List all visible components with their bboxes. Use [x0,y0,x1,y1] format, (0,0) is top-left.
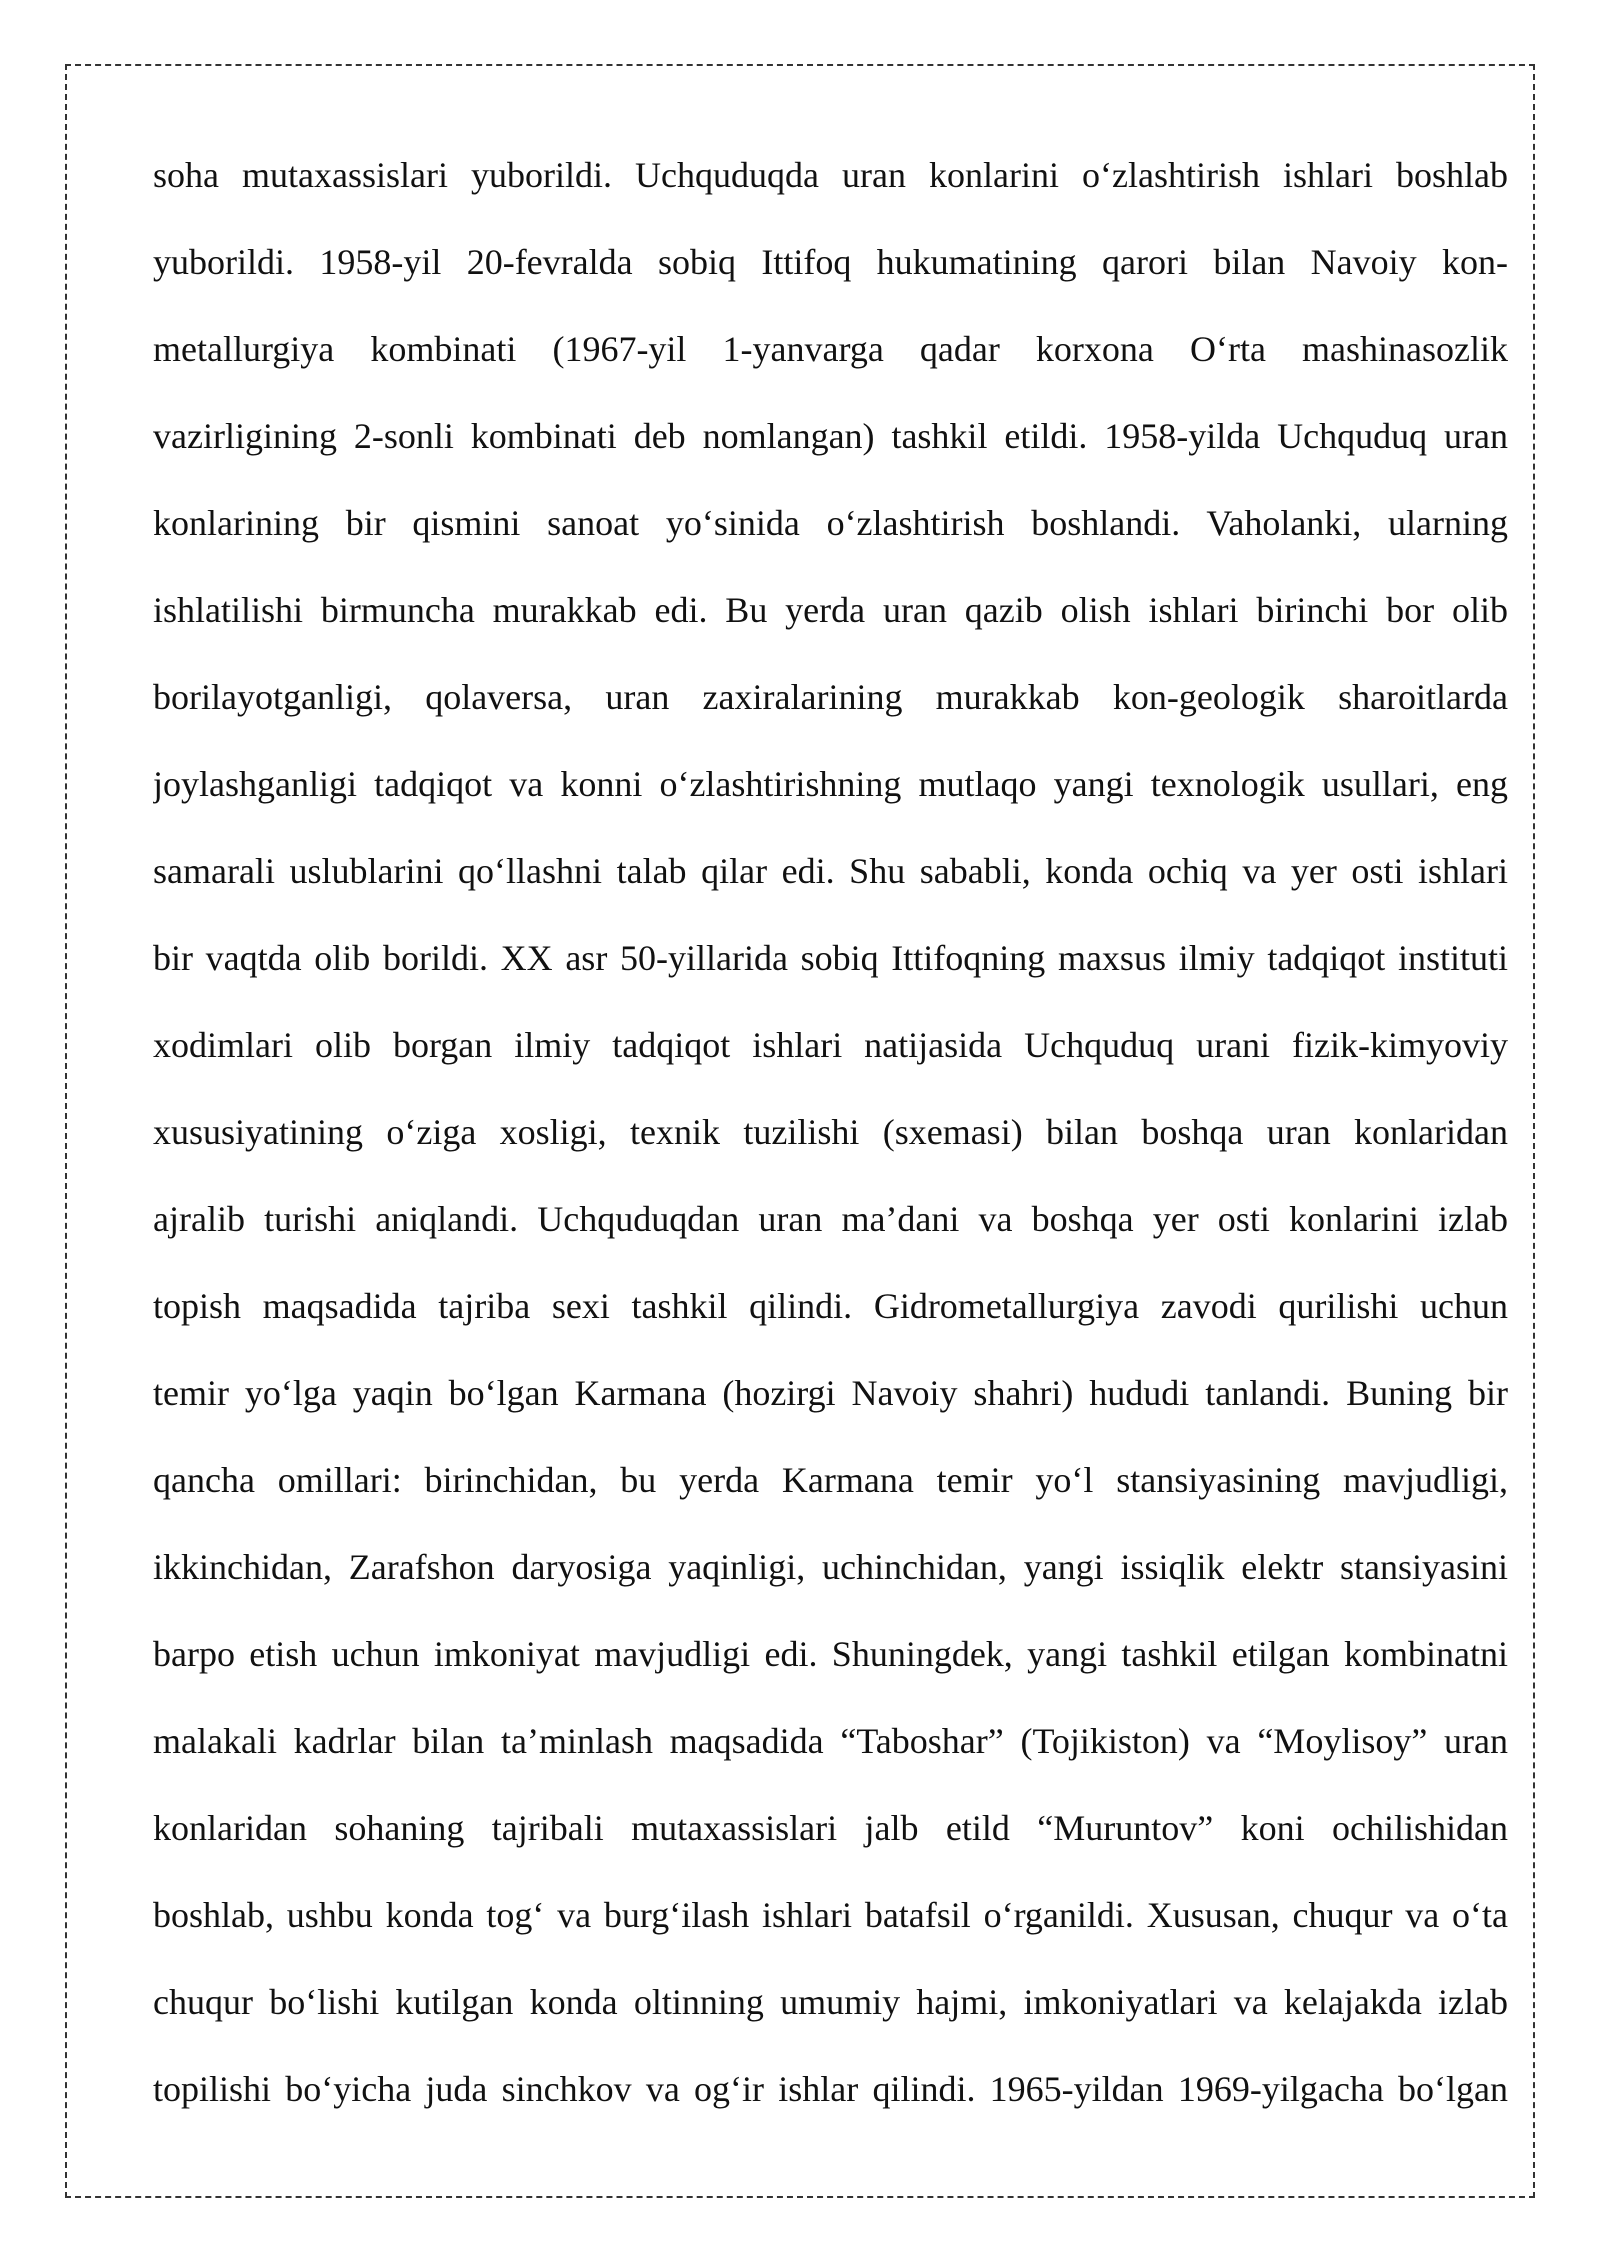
text-line: samarali uslublarini qo‘llashni talab qilar edi. Shu sababli, konda ochiq va yer osti ishlari [153,851,1508,891]
text-line: malakali kadrlar bilan ta’minlash maqsadida “Taboshar” (Tojikiston) va “Moylisoy” uran [153,1721,1508,1761]
text-line: topish maqsadida tajriba sexi tashkil qilindi. Gidrometallurgiya zavodi qurilishi uchun [153,1286,1508,1326]
text-line: vazirligining 2-sonli kombinati deb nomlangan) tashkil etildi. 1958-yilda Uchquduq uran [153,416,1508,456]
text-line: temir yo‘lga yaqin bo‘lgan Karmana (hozirgi Navoiy shahri) hududi tanlandi. Buning bir [153,1373,1508,1413]
text-line: barpo etish uchun imkoniyat mavjudligi edi. Shuningdek, yangi tashkil etilgan kombinatni [153,1634,1508,1674]
text-line: xususiyatining o‘ziga xosligi, texnik tuzilishi (sxemasi) bilan boshqa uran konlaridan [153,1112,1508,1152]
text-line: metallurgiya kombinati (1967-yil 1-yanvarga qadar korxona O‘rta mashinasozlik [153,329,1508,369]
text-line: ajralib turishi aniqlandi. Uchquduqdan uran ma’dani va boshqa yer osti konlarini izlab [153,1199,1508,1239]
text-line: borilayotganligi, qolaversa, uran zaxiralarining murakkab kon-geologik sharoitlarda [153,677,1508,717]
text-line: konlaridan sohaning tajribali mutaxassislari jalb etild “Muruntov” koni ochilishidan [153,1808,1508,1848]
text-line: qancha omillari: birinchidan, bu yerda Karmana temir yo‘l stansiyasining mavjudligi, [153,1460,1508,1500]
text-line: konlarining bir qismini sanoat yo‘sinida o‘zlashtirish boshlandi. Vaholanki, ularning [153,503,1508,543]
text-line: ishlatilishi birmuncha murakkab edi. Bu yerda uran qazib olish ishlari birinchi bor olib [153,590,1508,630]
text-line: bir vaqtda olib borildi. XX asr 50-yillarida sobiq Ittifoqning maxsus ilmiy tadqiqot instituti [153,938,1508,978]
text-line: xodimlari olib borgan ilmiy tadqiqot ishlari natijasida Uchquduq urani fizik-kimyoviy [153,1025,1508,1065]
text-line: soha mutaxassislari yuborildi. Uchquduqda uran konlarini o‘zlashtirish ishlari boshlab [153,155,1508,195]
text-line: topilishi bo‘yicha juda sinchkov va og‘ir ishlar qilindi. 1965-yildan 1969-yilgacha bo‘lgan [153,2069,1508,2109]
text-line: yuborildi. 1958-yil 20-fevralda sobiq Ittifoq hukumatining qarori bilan Navoiy kon- [153,242,1508,282]
text-line: ikkinchidan, Zarafshon daryosiga yaqinligi, uchinchidan, yangi issiqlik elektr stansiyasini [153,1547,1508,1587]
text-line: boshlab, ushbu konda tog‘ va burg‘ilash ishlari batafsil o‘rganildi. Xususan, chuqur va o‘ta [153,1895,1508,1935]
text-line: joylashganligi tadqiqot va konni o‘zlashtirishning mutlaqo yangi texnologik usullari, eng [153,764,1508,804]
body-text [153,138,1508,2139]
text-line: chuqur bo‘lishi kutilgan konda oltinning umumiy hajmi, imkoniyatlari va kelajakda izlab [153,1982,1508,2022]
